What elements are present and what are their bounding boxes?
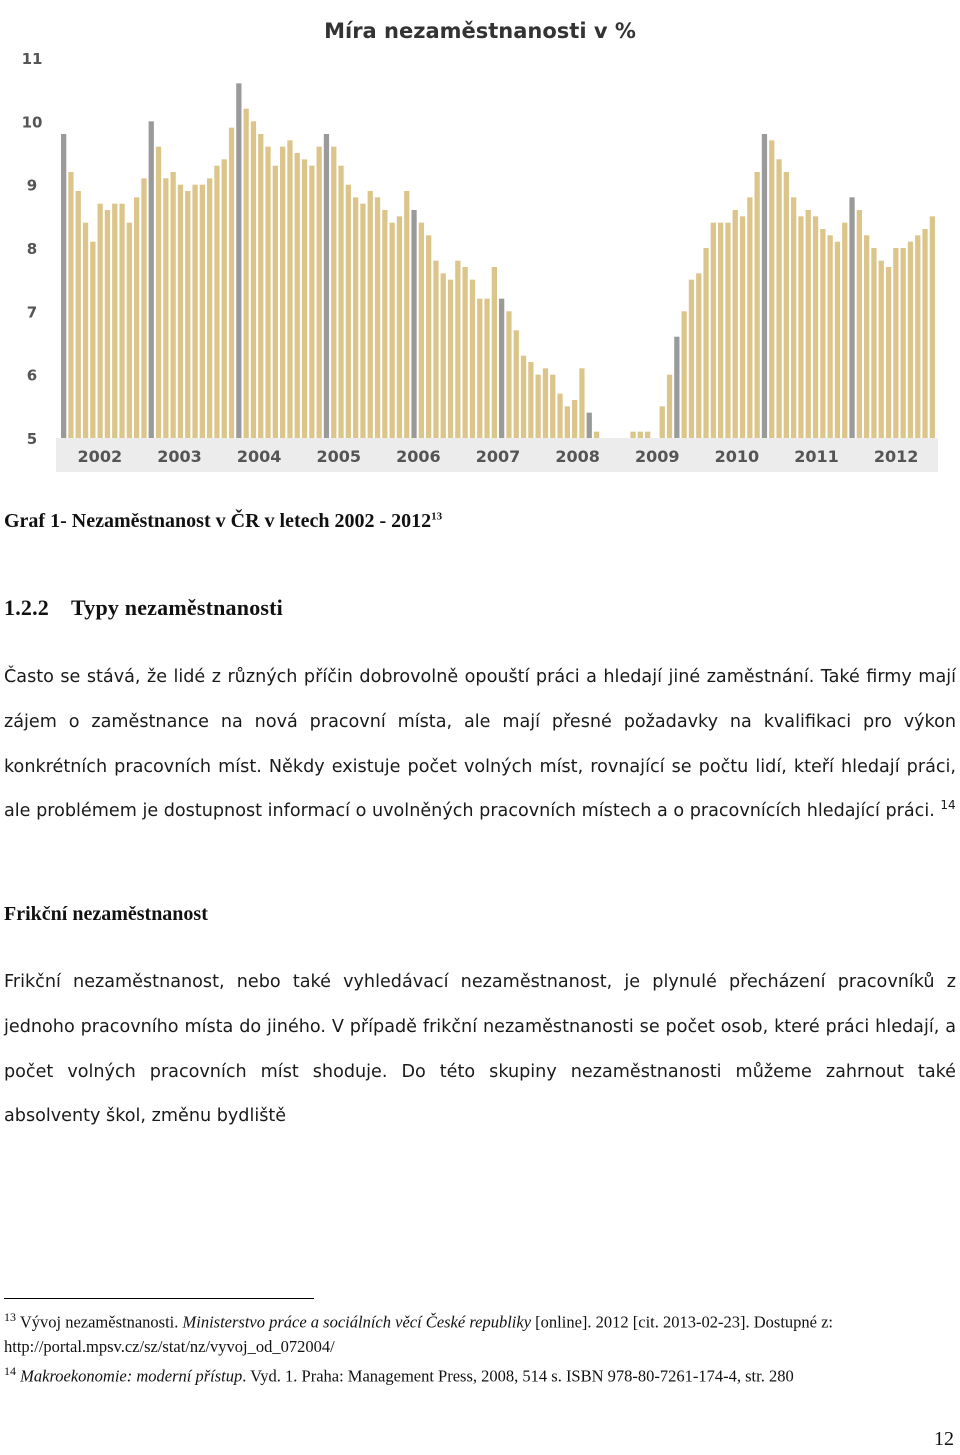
x-tick-label: 2004 (236, 447, 282, 466)
bar (382, 210, 387, 438)
bar (755, 172, 760, 438)
bar (433, 261, 438, 438)
bar (484, 299, 489, 438)
bar (718, 223, 723, 438)
chart-svg (20, 8, 940, 478)
caption-text: Graf 1- Nezaměstnanost v ČR v letech 2002 - 2012 (4, 510, 432, 532)
bar (309, 166, 314, 438)
bar (463, 267, 468, 438)
section-title: Typy nezaměstnanosti (71, 595, 283, 620)
x-tick-label: 2009 (635, 447, 680, 466)
bar (68, 172, 73, 438)
bar (784, 172, 789, 438)
x-tick-label: 2003 (157, 447, 202, 466)
x-tick-label: 2008 (555, 447, 600, 466)
bar (806, 210, 811, 438)
bar (762, 134, 767, 438)
bar (499, 299, 504, 438)
page-number: 12 (934, 1428, 954, 1450)
bar (90, 242, 95, 438)
y-tick-label: 5 (26, 430, 38, 448)
bar (353, 197, 358, 438)
bar (703, 248, 708, 438)
paragraph-1 (4, 655, 956, 834)
footnote-13-num: 13 (4, 1310, 16, 1324)
bar (798, 216, 803, 438)
bar (222, 159, 227, 438)
bar (156, 147, 161, 438)
bar (236, 83, 241, 438)
bar (404, 191, 409, 438)
bar (587, 413, 592, 438)
bar (411, 210, 416, 438)
bar (536, 375, 541, 438)
footnote-14-num: 14 (4, 1363, 16, 1378)
bar (426, 235, 431, 438)
bar (740, 216, 745, 438)
bar (368, 191, 373, 438)
bar (492, 267, 497, 438)
bar (149, 121, 154, 438)
bar (192, 185, 197, 438)
footnote-13 (4, 1305, 944, 1359)
bar (441, 273, 446, 438)
bar (579, 368, 584, 438)
bar (119, 204, 124, 438)
bar (346, 185, 351, 438)
bar (922, 229, 927, 438)
bar (251, 121, 256, 438)
bar (915, 235, 920, 438)
y-tick-label: 6 (26, 366, 38, 385)
bar (419, 223, 424, 438)
bar (390, 223, 395, 438)
bar (61, 134, 66, 438)
bar (565, 406, 570, 438)
y-tick-label: 7 (26, 303, 38, 322)
bar (331, 147, 336, 438)
bar (229, 128, 234, 438)
bar (696, 273, 701, 438)
section-heading (4, 595, 283, 621)
bar (141, 178, 146, 438)
bar (207, 178, 212, 438)
footnote-13-title: Vývoj nezaměstnanosti. (19, 1312, 179, 1332)
x-tick-label: 2010 (714, 447, 760, 466)
bar (550, 375, 555, 438)
bar (886, 267, 891, 438)
footnote-14-title: Makroekonomie: moderní přístup (20, 1366, 243, 1385)
bar (324, 134, 329, 438)
bar (769, 140, 774, 438)
footnote-14-rest: . Vyd. 1. Praha: Management Press, 2008, 514 s. ISBN 978-80-7261-174-4, str. 280 (242, 1366, 794, 1385)
y-tick-label: 9 (26, 176, 38, 195)
bar (163, 178, 168, 438)
bar (105, 210, 110, 438)
x-tick-label: 2007 (475, 447, 521, 466)
bar (660, 406, 665, 438)
bar (557, 394, 562, 438)
bar (857, 210, 862, 438)
bar (258, 134, 263, 438)
bar (295, 153, 300, 438)
footnotes (4, 1305, 944, 1388)
bar (178, 185, 183, 438)
bar (594, 432, 599, 438)
y-tick-label: 10 (21, 113, 43, 132)
bar (514, 330, 519, 438)
bar (273, 166, 278, 438)
bar (776, 159, 781, 438)
footnote-13-source: Ministerstvo práce a sociálních věcí České republiky (182, 1312, 532, 1332)
bar (448, 280, 453, 438)
bar (397, 216, 402, 438)
bar (674, 337, 679, 438)
y-tick-label: 11 (21, 50, 43, 68)
bar (842, 223, 847, 438)
bar (849, 197, 854, 438)
bar (506, 311, 511, 438)
footnote-rule (4, 1298, 314, 1299)
bar (733, 210, 738, 438)
x-tick-label: 2012 (873, 447, 919, 466)
bar (360, 204, 365, 438)
paragraph-2: Frikční nezaměstnanost, nebo také vyhledávací nezaměstnanost, je plynulé přecházení pracovníků z jednoho pracovního místa do jiného. V případě frikční nezaměstnanosti se počet osob, které práci hledají, a počet volných pracovních míst shoduje. Do této skupiny nezaměstnanosti můžeme zahrnout také absolventy škol, změnu bydliště (4, 972, 956, 1127)
bar (645, 432, 650, 438)
bar (711, 223, 716, 438)
bar (572, 400, 577, 438)
bar (725, 223, 730, 438)
bar (543, 368, 548, 438)
bar (835, 242, 840, 438)
bar (682, 311, 687, 438)
bar (265, 147, 270, 438)
bar (820, 229, 825, 438)
bar (477, 299, 482, 438)
x-tick-label: 2011 (794, 447, 839, 466)
bar (930, 216, 935, 438)
bar (98, 204, 103, 438)
bar (879, 261, 884, 438)
bar (470, 280, 475, 438)
bar (76, 191, 81, 438)
bar (791, 197, 796, 438)
bar (134, 197, 139, 438)
caption-footnote-ref: 13 (431, 510, 443, 523)
bar (83, 223, 88, 438)
bar (630, 432, 635, 438)
bar (813, 216, 818, 438)
bar (747, 197, 752, 438)
bar (317, 147, 322, 438)
bar (200, 185, 205, 438)
bar (112, 204, 117, 438)
subheading-frictional: Frikční nezaměstnanost (4, 903, 208, 925)
bar (893, 248, 898, 438)
x-tick-label: 2006 (396, 447, 441, 466)
footnote-13-rest: [online]. 2012 [cit. 2013-02-23]. Dostupné z: http://portal.mpsv.cz/sz/stat/nz/vyvoj_od_072004/ (4, 1312, 834, 1356)
bar (171, 172, 176, 438)
section-number: 1.2.2 (4, 595, 49, 620)
chart-title: Míra nezaměstnanosti v % (324, 19, 636, 43)
x-tick-label: 2002 (77, 447, 123, 466)
bar (280, 147, 285, 438)
bar (338, 166, 343, 438)
bar (689, 280, 694, 438)
bar (901, 248, 906, 438)
bar (302, 159, 307, 438)
y-tick-label: 8 (26, 240, 38, 258)
figure-caption (4, 510, 442, 533)
bar (521, 356, 526, 438)
bar (127, 223, 132, 438)
bar (375, 197, 380, 438)
bar (638, 432, 643, 438)
bar (528, 362, 533, 438)
footnote-14 (4, 1359, 944, 1389)
bar (667, 375, 672, 438)
bar (864, 235, 869, 438)
unemployment-chart (20, 8, 940, 478)
bar (185, 191, 190, 438)
bar (828, 235, 833, 438)
bar (908, 242, 913, 438)
bar (244, 109, 249, 438)
paragraph-1-footnote-ref: 14 (940, 798, 956, 813)
bar (455, 261, 460, 438)
x-tick-label: 2005 (316, 447, 361, 466)
bar (214, 166, 219, 438)
bar (287, 140, 292, 438)
bar (871, 248, 876, 438)
paragraph-1-text: Často se stává, že lidé z různých příčin dobrovolně opouští práci a hledají jiné zaměstnání. Také firmy mají zájem o zaměstnance na nová pracovní místa, ale mají přesné požadavky na kvalifikaci pro výkon konkrétních pracovních míst. Někdy existuje počet volných míst, rovnající se počtu lidí, kteří hledají práci, ale problémem je dostupnost informací o uvolněných pracovních místech a o pracovnících hledající práci. (4, 667, 956, 822)
